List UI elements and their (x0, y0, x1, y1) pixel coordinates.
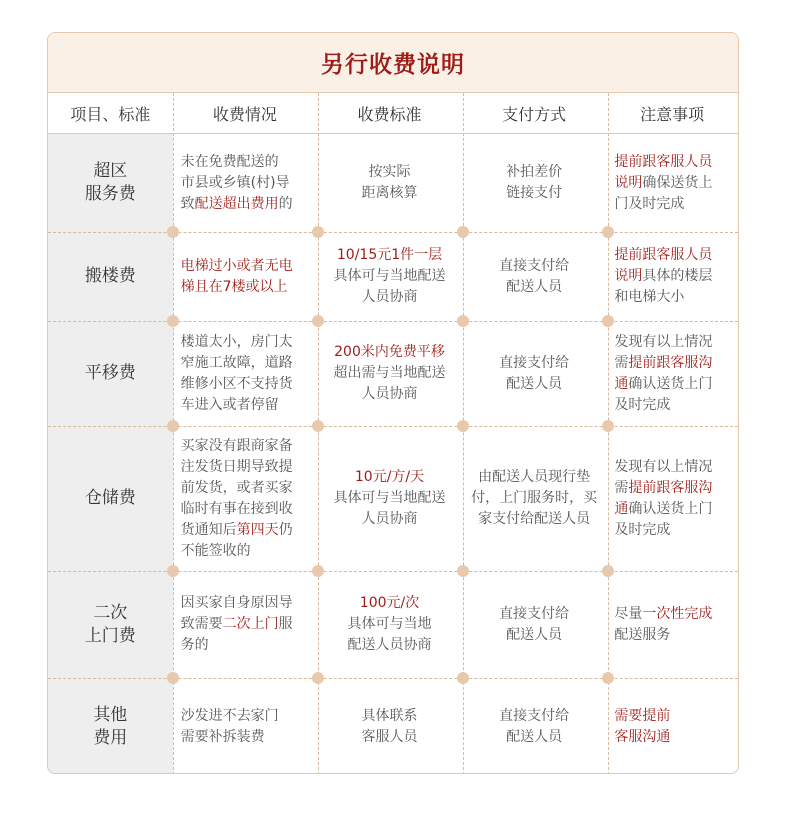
fee-row (48, 678, 738, 774)
cell-payment (462, 426, 607, 571)
grid-dot (457, 315, 469, 327)
cell-text: 配送服务 (614, 626, 671, 643)
fee-table-card (47, 32, 739, 774)
grid-dot (167, 420, 179, 432)
highlight-text: 电梯过小或者无电 (180, 257, 293, 274)
cell-text: 务的 (180, 637, 209, 653)
cell-text: 沙发进不去家门 (180, 707, 279, 724)
cell-note (606, 571, 738, 678)
cell-text: 仍 (278, 521, 293, 538)
cell-text: 按实际 (368, 164, 411, 180)
cell-text: 需 (614, 354, 629, 371)
cell-text: 致 (180, 195, 195, 212)
cell-line (614, 520, 712, 541)
highlight-text: 10元/方/天 (354, 469, 425, 485)
cell-line (614, 266, 712, 287)
cell-label (48, 232, 173, 321)
cell-text: 前发货，或者买家 (180, 479, 293, 496)
grid-dot (457, 565, 469, 577)
cell-line (614, 173, 712, 194)
cell-note (606, 232, 738, 321)
cell-situation (173, 134, 318, 232)
cell-text: 超出需与当地配送 (333, 365, 446, 381)
highlight-text: 通 (614, 500, 629, 517)
header-note: 注意事项 (640, 104, 705, 124)
grid-dot (312, 226, 324, 238)
cell-note (606, 678, 738, 774)
highlight-text: 第四天 (236, 521, 279, 538)
cell-note (606, 134, 738, 232)
grid-dot (457, 672, 469, 684)
cell-text: 临时有事在接到收 (180, 500, 293, 517)
row-divider (48, 678, 738, 679)
cell-line (614, 194, 712, 215)
cell-label (48, 134, 173, 232)
table-title-bar (48, 33, 738, 93)
cell-text: 家支付给配送人员 (478, 511, 591, 527)
row-divider (48, 426, 738, 427)
cell-line (362, 706, 418, 727)
cell-line (181, 520, 293, 541)
cell-payment (462, 678, 607, 774)
cell-line (181, 194, 293, 215)
cell-line (362, 162, 418, 183)
fee-row (48, 571, 738, 678)
cell-text: 楼道太小，房门太 (180, 333, 293, 350)
cell-line (181, 541, 293, 562)
cell-text: 配送人员 (506, 626, 563, 643)
cell-text: 窄施工故障，道路 (180, 354, 293, 371)
row-divider (48, 321, 738, 322)
row-label-line: 二次 (93, 602, 128, 623)
cell-text: 及时完成 (614, 396, 671, 413)
cell-text: 直接支付给 (499, 605, 570, 622)
cell-line (499, 604, 569, 625)
cell-line (181, 499, 293, 520)
cell-line (334, 342, 446, 363)
cell-text: 的 (278, 195, 293, 212)
cell-line (181, 152, 293, 173)
cell-situation (173, 426, 318, 571)
cell-text: 人员协商 (361, 386, 418, 402)
cell-text: 确保送货上 (642, 174, 713, 191)
cell-text: 距离核算 (361, 185, 418, 201)
cell-text: 买家没有跟商家备 (180, 437, 293, 454)
grid-dot (167, 226, 179, 238)
cell-line (181, 635, 293, 656)
cell-line (181, 374, 293, 395)
cell-text: 确认送货上门 (628, 500, 713, 517)
header-standard: 收费标准 (357, 104, 422, 124)
cell-line (471, 509, 597, 530)
cell-line (181, 277, 293, 298)
cell-text: 货通知后 (180, 521, 237, 538)
cell-line (614, 706, 670, 727)
row-divider (48, 232, 738, 233)
cell-label (48, 426, 173, 571)
cell-label (48, 571, 173, 678)
cell-note (606, 426, 738, 571)
cell-text: 发现有以上情况 (614, 333, 713, 350)
row-label-line: 上门费 (84, 625, 136, 646)
cell-text: 具体可与当地配送 (333, 268, 446, 284)
cell-line (334, 384, 446, 405)
cell-line (334, 287, 446, 308)
row-label-line: 超区 (93, 161, 128, 181)
cell-text: 人员协商 (361, 511, 418, 527)
cell-text: 因买家自身原因导 (180, 595, 293, 611)
cell-standard (317, 678, 462, 774)
row-divider (48, 571, 738, 572)
cell-line (334, 266, 446, 287)
cell-payment (462, 232, 607, 321)
row-label-line: 服务费 (84, 184, 136, 204)
cell-line (348, 635, 432, 656)
cell-line (614, 604, 712, 625)
cell-text: 发现有以上情况 (614, 458, 713, 475)
cell-text: 配送人员协商 (347, 637, 432, 653)
cell-line (181, 478, 293, 499)
cell-text: 直接支付给 (499, 257, 570, 274)
grid-dot (602, 315, 614, 327)
cell-line (362, 183, 418, 204)
cell-text: 尽量 (614, 605, 643, 622)
highlight-text: 提前跟客服人员 (614, 153, 713, 170)
grid-dot (602, 420, 614, 432)
cell-payment (462, 134, 607, 232)
cell-line (614, 287, 712, 308)
cell-line (181, 614, 293, 635)
cell-line (499, 353, 569, 374)
cell-text: 服 (278, 616, 293, 632)
grid-dot (312, 315, 324, 327)
cell-line (181, 457, 293, 478)
highlight-text: 200米内免费平移 (334, 344, 445, 360)
cell-payment (462, 321, 607, 426)
cell-text: 具体可与当地配送 (333, 490, 446, 506)
cell-line (181, 727, 279, 748)
cell-line (614, 152, 712, 173)
highlight-text: 通 (614, 375, 629, 392)
grid-dot (312, 565, 324, 577)
fee-row (48, 232, 738, 321)
grid-dot (312, 672, 324, 684)
highlight-text: 一次性完成 (642, 605, 713, 622)
cell-line (334, 509, 446, 530)
cell-text: 需要补拆装费 (180, 728, 265, 745)
grid-dot (167, 315, 179, 327)
cell-line (334, 245, 446, 266)
cell-text: 确认送货上门 (628, 375, 713, 392)
cell-text: 致需要 (180, 616, 223, 632)
header-payment: 支付方式 (502, 104, 567, 124)
cell-payment (462, 571, 607, 678)
cell-line (614, 353, 712, 374)
highlight-text: 梯且在7楼或以上 (180, 278, 288, 295)
cell-line (471, 467, 597, 488)
row-label-line: 搬楼费 (84, 266, 136, 286)
cell-text: 门及时完成 (614, 195, 685, 212)
cell-situation (173, 232, 318, 321)
cell-line (506, 183, 562, 204)
cell-line (181, 593, 293, 614)
cell-line (181, 706, 279, 727)
cell-text: 注发货日期导致提 (180, 458, 293, 475)
header-item: 项目、标准 (70, 104, 151, 124)
cell-text: 需 (614, 479, 629, 496)
cell-text: 具体的楼层 (642, 268, 713, 284)
cell-text: 未在免费配送的 (180, 153, 279, 170)
cell-line (614, 395, 712, 416)
cell-label (48, 678, 173, 774)
grid-dot (457, 226, 469, 238)
cell-text: 维修小区不支持货 (180, 375, 293, 392)
fee-row (48, 426, 738, 571)
highlight-text: 需要提前 (614, 707, 671, 724)
cell-text: 及时完成 (614, 521, 671, 538)
highlight-text: 二次上门 (222, 616, 279, 632)
header-row (48, 93, 738, 134)
cell-line (499, 256, 569, 277)
cell-line (348, 593, 432, 614)
cell-text: 车进入或者停留 (180, 396, 279, 413)
cell-text: 补拍差价 (506, 164, 563, 180)
cell-standard (317, 571, 462, 678)
cell-line (348, 614, 432, 635)
cell-text: 市县或乡镇(村)导 (180, 174, 290, 191)
cell-line (181, 395, 293, 416)
table-title: 另行收费说明 (321, 52, 465, 78)
cell-line (181, 436, 293, 457)
grid-dot (457, 420, 469, 432)
cell-text: 配送人员 (506, 728, 563, 745)
cell-situation (173, 571, 318, 678)
cell-label (48, 321, 173, 426)
cell-note (606, 321, 738, 426)
grid-dot (602, 672, 614, 684)
cell-line (499, 374, 569, 395)
cell-line (334, 363, 446, 384)
cell-line (614, 625, 712, 646)
cell-line (614, 478, 712, 499)
highlight-text: 10/15元1件一层 (336, 247, 443, 263)
fee-row (48, 134, 738, 232)
cell-line (181, 256, 293, 277)
highlight-text: 提前跟客服沟 (628, 479, 713, 496)
cell-line (506, 162, 562, 183)
cell-text: 直接支付给 (499, 707, 570, 724)
cell-text: 直接支付给 (499, 354, 570, 371)
cell-line (499, 625, 569, 646)
cell-text: 不能签收的 (180, 542, 251, 559)
grid-dot (312, 420, 324, 432)
grid-dot (602, 226, 614, 238)
cell-line (614, 727, 670, 748)
cell-line (614, 332, 712, 353)
cell-line (614, 245, 712, 266)
cell-text: 人员协商 (361, 289, 418, 305)
row-label-line: 费用 (93, 727, 128, 748)
cell-line (471, 488, 597, 509)
cell-line (181, 173, 293, 194)
cell-text: 具体可与当地 (347, 616, 432, 632)
cell-line (362, 727, 418, 748)
cell-standard (317, 134, 462, 232)
row-label-line: 其他 (93, 704, 128, 725)
cell-line (499, 706, 569, 727)
cell-line (614, 374, 712, 395)
highlight-text: 提前跟客服人员 (614, 247, 713, 263)
cell-standard (317, 426, 462, 571)
cell-line (181, 353, 293, 374)
cell-line (499, 277, 569, 298)
highlight-text: 说明 (614, 268, 643, 284)
cell-text: 配送人员 (506, 278, 563, 295)
cell-text: 付，上门服务时，买 (471, 490, 598, 506)
fee-row (48, 321, 738, 426)
cell-text: 客服人员 (361, 728, 418, 745)
cell-text: 具体联系 (361, 707, 418, 724)
grid-dot (167, 565, 179, 577)
cell-standard (317, 321, 462, 426)
highlight-text: 说明 (614, 174, 643, 191)
highlight-text: 100元/次 (359, 595, 420, 611)
grid-dot (602, 565, 614, 577)
header-situation: 收费情况 (212, 104, 277, 124)
cell-text: 链接支付 (506, 185, 563, 201)
cell-line (334, 488, 446, 509)
grid-dot (167, 672, 179, 684)
highlight-text: 提前跟客服沟 (628, 354, 713, 371)
highlight-text: 客服沟通 (614, 728, 671, 745)
highlight-text: 配送超出费用 (194, 195, 279, 212)
row-label-line: 仓储费 (84, 488, 136, 508)
cell-line (499, 727, 569, 748)
cell-line (614, 457, 712, 478)
cell-situation (173, 321, 318, 426)
cell-situation (173, 678, 318, 774)
cell-line (334, 467, 446, 488)
cell-text: 由配送人员现行垫 (478, 469, 591, 485)
cell-text: 配送人员 (506, 375, 563, 392)
row-label-line: 平移费 (84, 363, 136, 383)
cell-standard (317, 232, 462, 321)
cell-line (181, 332, 293, 353)
cell-text: 和电梯大小 (614, 289, 685, 305)
cell-line (614, 499, 712, 520)
